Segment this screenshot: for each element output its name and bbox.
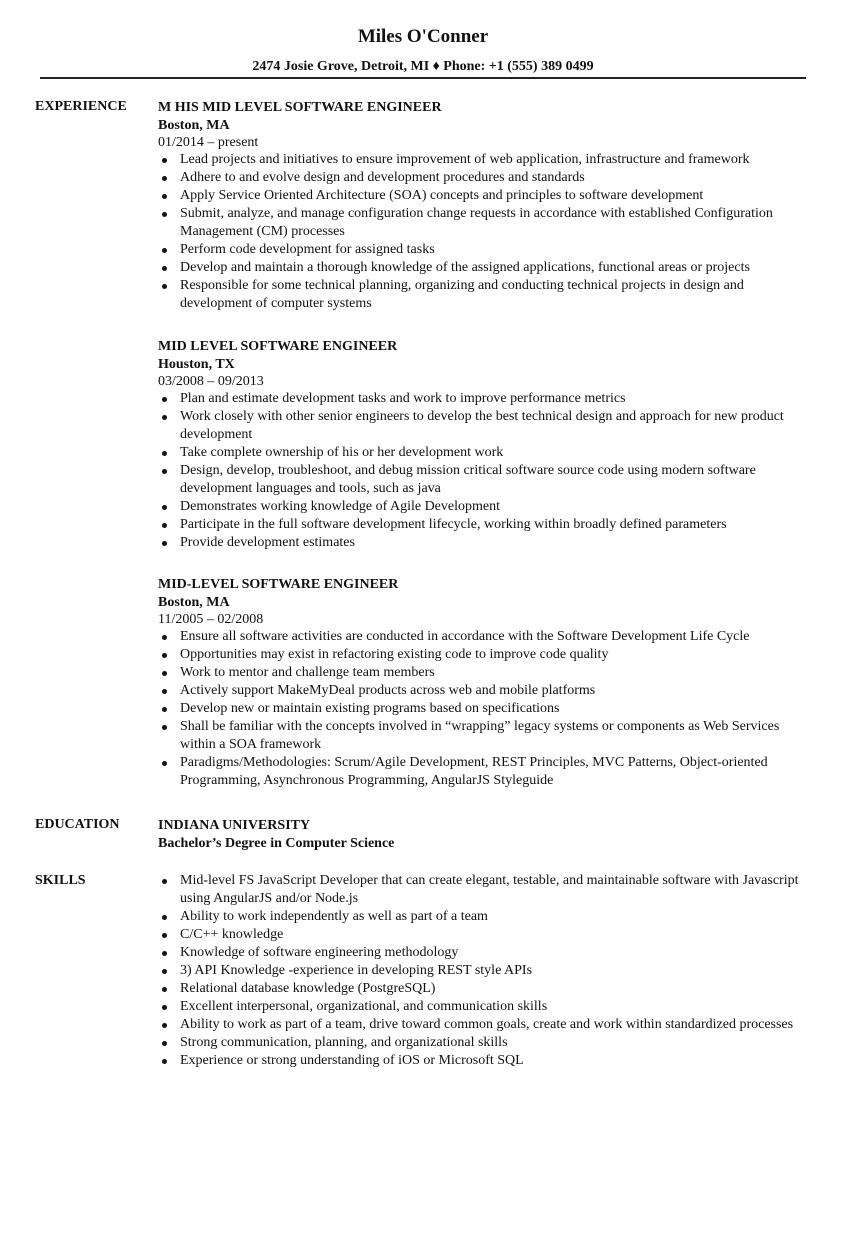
duty-item: Participate in the full software development lifecycle, working within broadly defined parameters <box>158 516 818 534</box>
job-duties <box>158 628 818 790</box>
skill-item: Ability to work independently as well as part of a team <box>158 908 818 926</box>
duty-item: Plan and estimate development tasks and work to improve performance metrics <box>158 390 818 408</box>
skills-list <box>158 872 818 1070</box>
duty-item: Shall be familiar with the concepts involved in “wrapping” legacy systems or components as Web Services within a SOA framework <box>158 718 818 754</box>
duty-item: Perform code development for assigned tasks <box>158 241 818 259</box>
duty-item: Lead projects and initiatives to ensure improvement of web application, infrastructure and framework <box>158 151 818 169</box>
duty-item: Develop and maintain a thorough knowledge of the assigned applications, functional areas or projects <box>158 259 818 277</box>
skill-item: Strong communication, planning, and organizational skills <box>158 1034 818 1052</box>
candidate-name: Miles O'Conner <box>357 26 489 47</box>
duty-item: Take complete ownership of his or her development work <box>158 444 818 462</box>
job-dates: 11/2005 – 02/2008 <box>158 612 264 627</box>
duty-item: Adhere to and evolve design and development procedures and standards <box>158 169 818 187</box>
header-divider <box>40 77 806 79</box>
skills-entry <box>158 872 818 1070</box>
education-entry <box>158 816 818 853</box>
job-location: Boston, MA <box>158 595 230 610</box>
skill-item: Experience or strong understanding of iOS or Microsoft SQL <box>158 1052 818 1070</box>
skill-item: Ability to work as part of a team, drive toward common goals, create and work within standardized processes <box>158 1016 818 1034</box>
duty-item: Develop new or maintain existing programs based on specifications <box>158 700 818 718</box>
job-title: M HIS MID LEVEL SOFTWARE ENGINEER <box>158 100 442 115</box>
duty-item: Paradigms/Methodologies: Scrum/Agile Development, REST Principles, MVC Patterns, Object-oriented Programming, Asynchronous Programming, AngularJS Styleguide <box>158 754 818 790</box>
duty-item: Opportunities may exist in refactoring existing code to improve code quality <box>158 646 818 664</box>
job-location: Boston, MA <box>158 118 230 133</box>
job-title: MID LEVEL SOFTWARE ENGINEER <box>158 339 398 354</box>
duty-item: Work to mentor and challenge team members <box>158 664 818 682</box>
job-title: MID-LEVEL SOFTWARE ENGINEER <box>158 577 399 592</box>
duty-item: Submit, analyze, and manage configuration change requests in accordance with established Configuration Management (CM) processes <box>158 205 818 241</box>
job-location: Houston, TX <box>158 357 235 372</box>
school-name: INDIANA UNIVERSITY <box>158 818 311 833</box>
job-entry <box>158 98 818 313</box>
degree: Bachelor’s Degree in Computer Science <box>158 836 395 851</box>
job-entry <box>158 575 818 790</box>
duty-item: Responsible for some technical planning, organizing and conducting technical projects in design and development of computer systems <box>158 277 818 313</box>
duty-item: Actively support MakeMyDeal products across web and mobile platforms <box>158 682 818 700</box>
job-duties <box>158 390 818 552</box>
contact-line: 2474 Josie Grove, Detroit, MI ♦ Phone: +1 (555) 389 0499 <box>252 59 594 74</box>
duty-item: Demonstrates working knowledge of Agile Development <box>158 498 818 516</box>
skill-item: Mid-level FS JavaScript Developer that can create elegant, testable, and maintainable software with Javascript using AngularJS and/or Node.js <box>158 872 818 908</box>
skill-item: Relational database knowledge (PostgreSQL) <box>158 980 818 998</box>
job-dates: 03/2008 – 09/2013 <box>158 374 264 389</box>
duty-item: Provide development estimates <box>158 534 818 552</box>
duty-item: Design, develop, troubleshoot, and debug mission critical software source code using modern software development languages and tools, such as java <box>158 462 818 498</box>
duty-item: Work closely with other senior engineers to develop the best technical design and approach for new product development <box>158 408 818 444</box>
skills-heading: SKILLS <box>35 873 86 888</box>
skill-item: C/C++ knowledge <box>158 926 818 944</box>
skill-item: 3) API Knowledge -experience in developing REST style APIs <box>158 962 818 980</box>
skill-item: Excellent interpersonal, organizational, and communication skills <box>158 998 818 1016</box>
skill-item: Knowledge of software engineering methodology <box>158 944 818 962</box>
job-duties <box>158 151 818 313</box>
job-dates: 01/2014 – present <box>158 135 259 150</box>
job-entry <box>158 337 818 552</box>
duty-item: Apply Service Oriented Architecture (SOA) concepts and principles to software development <box>158 187 818 205</box>
experience-heading: EXPERIENCE <box>35 99 127 114</box>
duty-item: Ensure all software activities are conducted in accordance with the Software Development Life Cycle <box>158 628 818 646</box>
education-heading: EDUCATION <box>35 817 120 832</box>
